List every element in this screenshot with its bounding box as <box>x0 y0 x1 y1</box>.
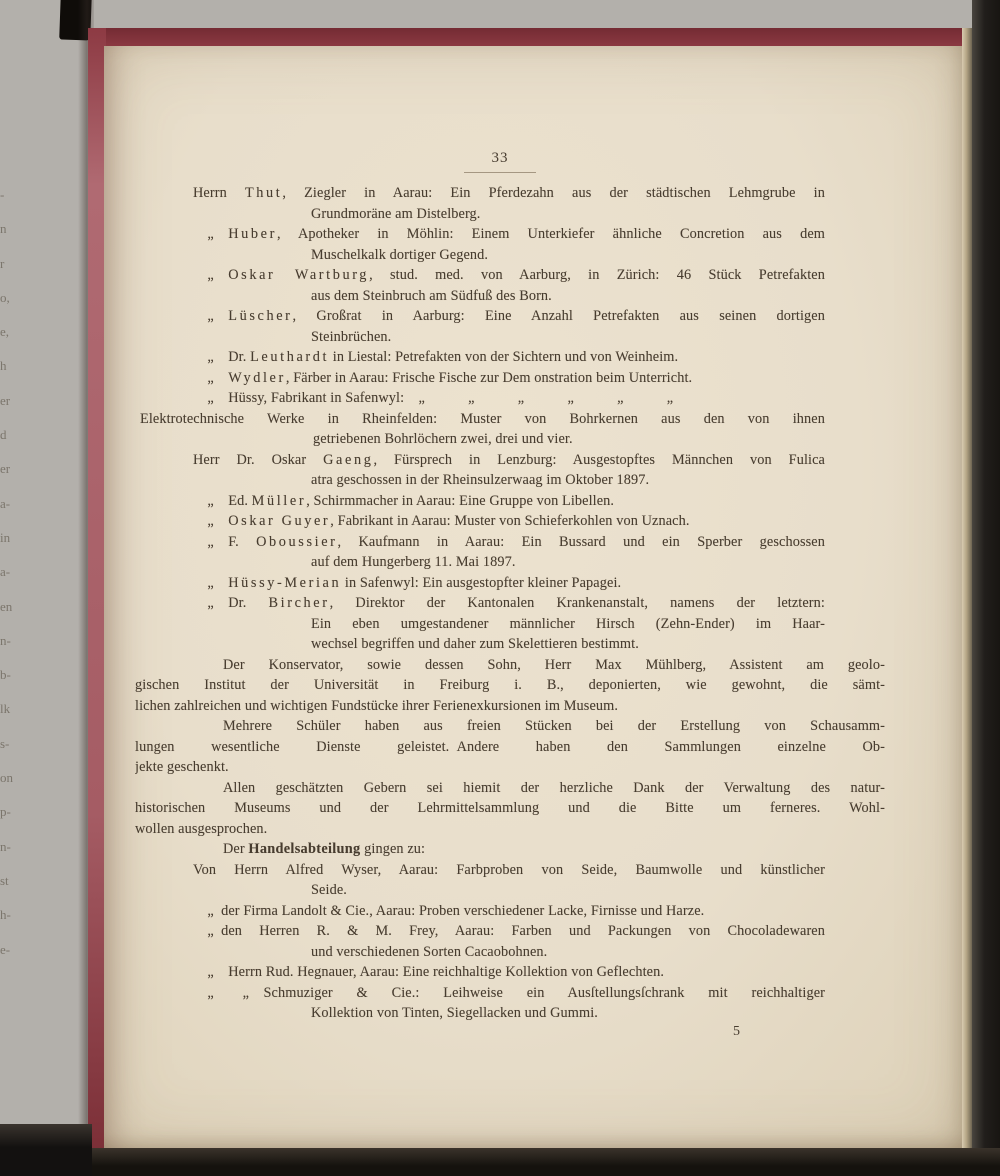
text-segment: Ein eben umgestandener männlicher Hirsch (Zehn-Ender) im Haar- <box>311 615 825 632</box>
text-line <box>135 696 885 717</box>
text-segment: Bircher <box>268 595 330 611</box>
text-segment: , Schirmmacher in Aarau: Eine Gruppe von Libellen. <box>306 492 615 509</box>
text-segment: in Safenwyl: Ein ausgestopfter kleiner Papagei. <box>341 574 622 591</box>
text-segment: gingen zu: <box>360 841 426 857</box>
text-segment: historischen Museums und der Lehrmittelsammlung und die Bitte um ferneres. Wohl- <box>135 800 885 816</box>
scan-background-bottom <box>0 1148 1000 1176</box>
text-line <box>135 819 885 840</box>
text-segment: „ der Firma Landolt & Cie., Aarau: Proben verschiedener Lacke, Firnisse und Harze. <box>193 902 705 919</box>
text-line <box>135 839 885 860</box>
text-line <box>135 716 885 737</box>
text-line <box>311 327 825 348</box>
text-segment: Der <box>223 841 249 857</box>
facing-page-text-fragment: en <box>0 598 13 614</box>
text-line <box>193 532 825 553</box>
text-segment: „ <box>193 267 229 283</box>
text-segment: Kollektion von Tinten, Siegellacken und Gummi. <box>311 1005 598 1021</box>
text-line <box>193 265 825 286</box>
text-segment: Mehrere Schüler haben aus freien Stücken bei der Erstellung von Schausamm- <box>223 718 885 734</box>
donor-entry <box>193 491 825 512</box>
text-segment: Lüscher <box>228 308 293 324</box>
text-line <box>193 388 825 409</box>
text-line <box>311 614 825 635</box>
text-segment: , Apotheker in Möhlin: Einem Unterkiefer ähnliche Concretion aus dem <box>276 226 825 242</box>
scan-background-bottom-left <box>0 1124 92 1176</box>
text-segment: „ Dr. <box>193 595 269 611</box>
text-line <box>135 737 885 758</box>
donor-entry <box>193 860 825 901</box>
text-segment: atra geschossen in der Rheinsulzerwaag im Oktober 1897. <box>311 472 650 488</box>
donor-entry <box>193 983 825 1024</box>
text-segment: Müller <box>251 492 307 509</box>
facing-page-text-fragment: in <box>0 529 11 545</box>
text-segment: aus dem Steinbruch am Südfuß des Born. <box>311 287 552 304</box>
donor-entry <box>193 573 825 594</box>
facing-page-text-fragment: n <box>0 221 7 237</box>
text-segment: Oboussier <box>256 533 338 550</box>
donor-entry <box>193 450 825 491</box>
paragraph <box>135 655 885 717</box>
page-number: 33 <box>491 150 509 166</box>
text-segment: „ Dr. <box>193 349 251 365</box>
text-segment: „ <box>193 513 229 529</box>
text-segment: lichen zahlreichen und wichtigen Fundstücke ihrer Ferienexkursionen im Museum. <box>135 697 619 714</box>
text-segment: Der Konservator, sowie dessen Sohn, Herr Max Mühlberg, Assistent am geolo- <box>223 656 885 673</box>
text-line <box>313 429 825 450</box>
text-segment: wechsel begriffen und daher zum Skelettieren bestimmt. <box>311 636 639 652</box>
facing-page-text-fragment: n- <box>0 838 11 854</box>
text-line <box>193 962 825 983</box>
signature-mark: 5 <box>733 1024 740 1039</box>
text-line <box>135 655 885 676</box>
facing-page-text-fragment: s- <box>0 735 10 751</box>
facing-page-text-fragment: er <box>0 461 11 477</box>
facing-page-text-fragment: o, <box>0 289 10 305</box>
paragraph <box>135 839 885 860</box>
text-segment: wollen ausgesprochen. <box>135 820 268 837</box>
donor-entry <box>193 388 825 409</box>
text-segment: auf dem Hungerberg 11. Mai 1897. <box>311 554 516 570</box>
text-segment: gischen Institut der Universität in Freiburg i. B., deponierten, wie gewohnt, die sämt- <box>135 677 885 693</box>
text-line <box>311 880 825 901</box>
text-segment: „ F. <box>193 533 257 550</box>
text-segment: jekte geschenkt. <box>135 759 229 775</box>
text-segment: Herrn <box>193 185 245 201</box>
facing-page-text-fragment: e- <box>0 941 11 957</box>
text-line <box>311 942 825 963</box>
donor-entry <box>193 901 825 922</box>
book-page <box>104 46 962 1148</box>
text-segment: Muschelkalk dortiger Gegend. <box>311 246 489 263</box>
text-line <box>311 245 825 266</box>
text-line <box>311 1003 825 1024</box>
donor-entry <box>193 265 825 306</box>
text-line <box>193 368 825 389</box>
donor-entry <box>193 511 825 532</box>
donor-entry <box>193 347 825 368</box>
donor-entry <box>193 306 825 347</box>
text-segment: Allen geschätzten Gebern sei hiemit der herzliche Dank der Verwaltung des natur- <box>223 779 885 796</box>
facing-page-text-fragment: a- <box>0 564 11 580</box>
text-segment: Von Herrn Alfred Wyser, Aarau: Farbproben von Seide, Baumwolle und künstlicher <box>193 861 825 878</box>
text-line <box>135 675 885 696</box>
facing-page-text-fragment: h- <box>0 907 11 923</box>
text-segment: , stud. med. von Aarburg, in Zürich: 46 Stück Petrefakten <box>369 267 825 283</box>
text-line <box>193 306 825 327</box>
text-line <box>193 224 825 245</box>
text-segment: Huber <box>228 226 277 242</box>
text-line <box>311 470 825 491</box>
text-segment: „ <box>193 308 229 324</box>
facing-page-text-fragment: lk <box>0 701 11 717</box>
text-line <box>193 491 825 512</box>
text-line <box>193 347 825 368</box>
facing-page-text-fragment: p- <box>0 804 11 820</box>
text-segment: „ den Herren R. & M. Frey, Aarau: Farben und Packungen von Chocoladewaren <box>193 923 825 939</box>
book-cover-edge-top <box>88 28 966 48</box>
text-segment: Wydler <box>228 369 286 386</box>
text-segment: Oskar Wartburg <box>228 267 370 283</box>
page-stack-edge <box>962 28 972 1158</box>
text-segment: in Liestal: Petrefakten von der Sichtern und von Weinheim. <box>329 349 679 365</box>
facing-page-edge <box>0 178 16 967</box>
text-line <box>193 921 825 942</box>
text-segment: , Fürsprech in Lenzburg: Ausgestopftes Männchen von Fulica <box>373 451 825 468</box>
text-segment: Leuthardt <box>250 349 330 365</box>
facing-page-text-fragment: a- <box>0 495 11 511</box>
facing-page-text-fragment: r <box>0 255 5 271</box>
paragraph <box>135 716 885 778</box>
text-line <box>193 983 825 1004</box>
text-line <box>311 286 825 307</box>
text-segment: „ Hüssy, Fabrikant in Safenwyl: „ „ „ „ „ „ <box>193 390 674 406</box>
text-segment: „ Herrn Rud. Hegnauer, Aarau: Eine reichhaltige Kollektion von Geflechten. <box>193 964 665 980</box>
paragraph <box>135 778 885 840</box>
donor-entry <box>193 593 825 655</box>
text-segment: , Kaufmann in Aarau: Ein Bussard und ein Sperber geschossen <box>337 533 825 550</box>
text-segment: „ <box>193 574 229 591</box>
text-line <box>193 183 825 204</box>
text-segment: Grundmoräne am Distelberg. <box>311 205 481 222</box>
donor-entry <box>193 183 825 224</box>
facing-page-text-fragment: st <box>0 872 9 888</box>
text-segment: Elektrotechnische Werke in Rheinfelden: Muster von Bohrkernen aus den von ihnen <box>140 410 825 427</box>
text-segment: Hüssy-Merian <box>228 574 342 591</box>
facing-page-text-fragment: d <box>0 427 7 443</box>
facing-page-text-fragment: b- <box>0 667 11 683</box>
text-segment: und verschiedenen Sorten Cacaobohnen. <box>311 943 548 960</box>
text-segment: „ <box>193 226 229 242</box>
text-segment: Seide. <box>311 882 347 898</box>
facing-page-text-fragment: n- <box>0 632 11 648</box>
text-segment: Herr Dr. Oskar <box>193 451 324 468</box>
text-segment: lungen wesentliche Dienste geleistet. Andere haben den Sammlungen einzelne Ob- <box>135 738 885 755</box>
facing-page-text-fragment: h <box>0 358 7 374</box>
text-line <box>193 573 825 594</box>
text-line <box>311 634 825 655</box>
donor-entry <box>193 921 825 962</box>
facing-page-text-fragment: e, <box>0 324 10 340</box>
donor-entry <box>193 962 825 983</box>
scan-background-right <box>972 0 1000 1176</box>
page-number-rule <box>464 172 536 173</box>
text-segment: Thut <box>244 185 283 201</box>
donor-entry <box>193 368 825 389</box>
donor-entry <box>193 532 825 573</box>
text-segment: , Färber in Aarau: Frische Fische zur Dem onstration beim Unterricht. <box>285 369 693 386</box>
text-segment: „ Ed. <box>193 492 252 509</box>
text-segment: , Großrat in Aarburg: Eine Anzahl Petrefakten aus seinen dortigen <box>292 308 825 324</box>
text-line <box>311 552 825 573</box>
text-line <box>193 511 825 532</box>
text-segment: , Direktor der Kantonalen Krankenanstalt, namens der letztern: <box>329 595 825 611</box>
text-line <box>193 450 825 471</box>
text-line <box>135 778 885 799</box>
donor-entry <box>140 409 825 450</box>
text-segment: „ „ Schmuziger & Cie.: Leihweise ein Ausſtellungsſchrank mit reichhaltiger <box>193 984 825 1001</box>
text-segment: getriebenen Bohrlöchern zwei, drei und vier. <box>313 431 573 447</box>
donor-entry <box>193 224 825 265</box>
text-line <box>135 757 885 778</box>
text-line <box>135 798 885 819</box>
text-segment: Gaeng <box>323 451 374 468</box>
text-line <box>311 204 825 225</box>
facing-page-text-fragment: - <box>0 187 5 202</box>
text-line <box>193 593 825 614</box>
facing-page-text-fragment: er <box>0 392 11 408</box>
text-segment: Handelsabteilung <box>248 841 361 857</box>
page-text <box>135 183 885 1024</box>
text-line <box>140 409 825 430</box>
text-segment: , Ziegler in Aarau: Ein Pferdezahn aus der städtischen Lehmgrube in <box>282 185 825 201</box>
text-line <box>193 901 825 922</box>
text-segment: „ <box>193 369 229 386</box>
text-line <box>193 860 825 881</box>
text-segment: Oskar Guyer <box>228 513 331 529</box>
facing-page-text-fragment: on <box>0 770 13 786</box>
text-segment: , Fabrikant in Aarau: Muster von Schieferkohlen von Uznach. <box>330 513 690 529</box>
text-segment: Steinbrüchen. <box>311 328 392 345</box>
